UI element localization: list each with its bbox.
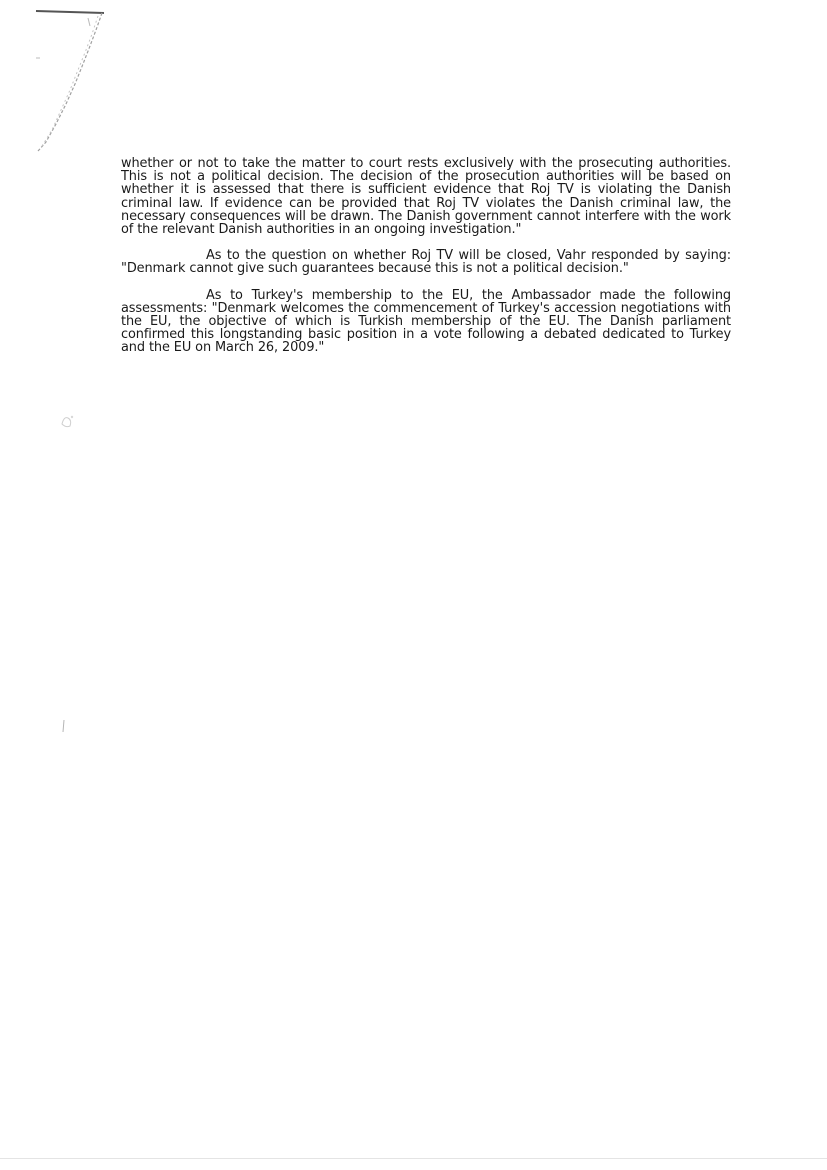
scan-mark-icon [28,6,118,156]
document-body [121,157,731,355]
page-bottom-edge [0,1158,827,1159]
scan-speck-icon [60,718,68,734]
scan-speck-icon [58,412,78,430]
paragraph-roj-tv-closure: As to the question on whether Roj TV will be closed, Vahr responded by saying: "Denmark cannot give such guarantees because this is not a political decision." [121,248,731,277]
paragraph-turkey-eu: As to Turkey's membership to the EU, the Ambassador made the following assessments: "Denmark welcomes the commencement of Turkey's accession negotiations with the EU, the objective of which is Turkish membership of the EU. The Danish parliament confirmed this longstanding basic position in a vote following a debated dedicated to Turkey and the EU on March 26, 2009." [121,287,731,356]
paragraph-prosecution: whether or not to take the matter to court rests exclusively with the prosecuting authorities. This is not a political decision. The decision of the prosecution authorities will be based on whether it is assessed that there is sufficient evidence that Roj TV is violating the Danish criminal law. If evidence can be provided that Roj TV violates the Danish criminal law, the necessary consequences will be drawn. The Danish government cannot interfere with the work of the relevant Danish authorities in an ongoing investigation." [121,156,731,238]
